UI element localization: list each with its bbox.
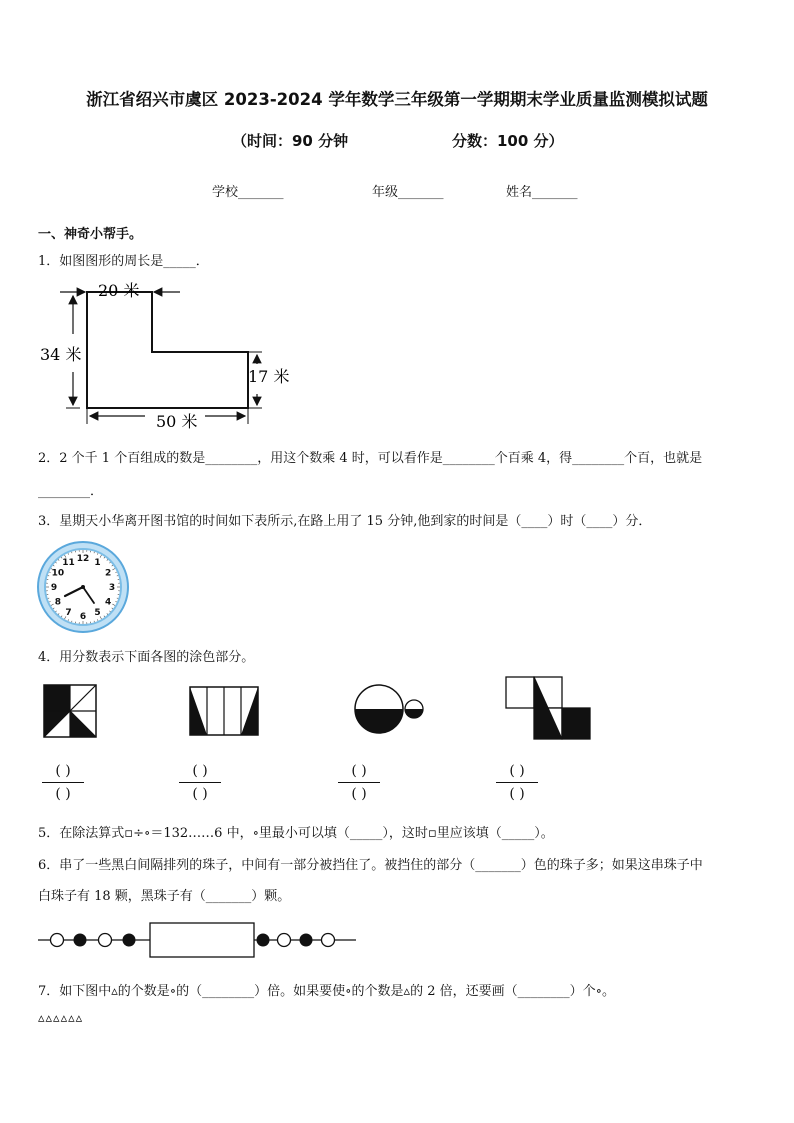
- l-shape: [87, 292, 248, 408]
- clock-number: 4: [104, 597, 112, 608]
- clock-number: 9: [50, 583, 58, 593]
- page-title: 浙江省绍兴市虞区 2023-2024 学年数学三年级第一学期期末学业质量监测模拟试题: [86, 90, 708, 109]
- cover-box: [150, 923, 254, 957]
- black-bead: [257, 934, 270, 947]
- name-field: 姓名_______: [506, 185, 578, 200]
- clock-number: 7: [65, 608, 72, 619]
- fraction-answer-1[interactable]: ( ) ( ): [38, 760, 88, 805]
- section-heading: 一、神奇小帮手。: [38, 227, 143, 242]
- white-bead: [99, 934, 112, 947]
- question-7: 7．如下图中▵的个数是∘的（________）倍。如果要使∘的个数是▵的 2 倍，还要画（________）个∘。: [38, 984, 615, 999]
- question-2-line-2: ________．: [38, 484, 104, 499]
- fraction-figure-1: [42, 683, 98, 739]
- fraction-answer-2[interactable]: ( ) ( ): [175, 760, 225, 805]
- grade-field: 年级_______: [372, 185, 444, 200]
- white-bead: [278, 934, 291, 947]
- black-bead: [74, 934, 87, 947]
- perimeter-figure: [30, 274, 300, 434]
- black-bead: [300, 934, 313, 947]
- clock-number: 10: [51, 568, 65, 579]
- clock-number: 1: [94, 557, 101, 568]
- white-bead: [51, 934, 64, 947]
- clock-number: 8: [54, 597, 62, 608]
- exam-time: （时间：90 分钟: [232, 132, 349, 150]
- clock-number: 3: [108, 583, 116, 593]
- triangle-row: ▵▵▵▵▵▵: [38, 1011, 84, 1026]
- label-left: 34 米: [40, 345, 82, 364]
- black-bead: [123, 934, 136, 947]
- question-3: 3．星期天小华离开图书馆的时间如下表所示,在路上用了 15 分钟,他到家的时间是（____）时（____）分．: [38, 514, 652, 529]
- fraction-figure-4: [504, 675, 592, 741]
- bead-string-diagram: [36, 920, 358, 960]
- question-2-line-1: 2．2 个千 1 个百组成的数是________，用这个数乘 4 时，可以看作是________个百乘 4，得________个百，也就是: [38, 451, 703, 466]
- fraction-figure-2: [188, 685, 262, 739]
- question-5: 5．在除法算式▫÷∘＝132……6 中，∘里最小可以填（_____），这时▫里应该填（_____）。: [38, 826, 554, 841]
- fraction-figure-3: [352, 683, 428, 735]
- exam-score: 分数：100 分）: [452, 132, 564, 150]
- label-bottom: 50 米: [156, 412, 198, 431]
- question-1: 1．如图图形的周长是_____．: [38, 254, 209, 269]
- clock-number: 2: [104, 568, 112, 579]
- question-4: 4．用分数表示下面各图的涂色部分。: [38, 650, 255, 665]
- school-field: 学校_______: [212, 185, 284, 200]
- white-bead: [322, 934, 335, 947]
- clock-number: 11: [62, 557, 75, 568]
- fraction-answer-4[interactable]: ( ) ( ): [492, 760, 542, 805]
- clock-number: 6: [79, 612, 87, 622]
- fraction-answer-3[interactable]: ( ) ( ): [334, 760, 384, 805]
- question-6-line-2: 白珠子有 18 颗，黑珠子有（_______）颗。: [38, 889, 291, 904]
- label-right: 17 米: [248, 367, 290, 386]
- label-top: 20 米: [98, 281, 140, 300]
- clock-number: 5: [94, 608, 101, 619]
- clock-number: 12: [76, 554, 90, 564]
- question-6-line-1: 6．串了一些黑白间隔排列的珠子，中间有一部分被挡住了。被挡住的部分（_______）色的珠子多；如果这串珠子中: [38, 858, 703, 873]
- clock-icon: [36, 540, 130, 634]
